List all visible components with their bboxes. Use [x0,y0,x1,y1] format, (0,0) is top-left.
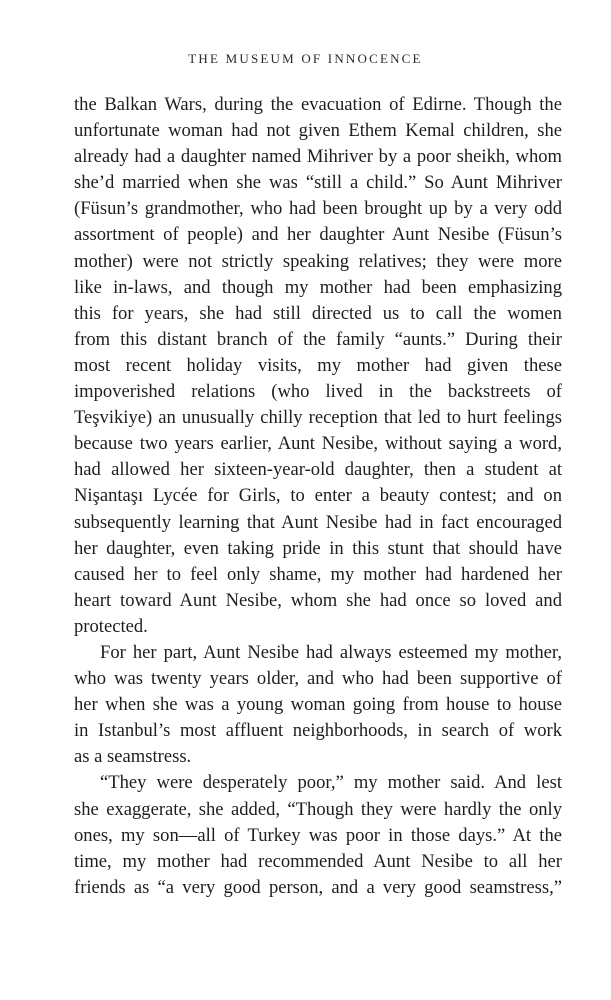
text-line: Nişantaşı Lycée for Girls, to enter a beauty contest; and on [74,485,562,507]
text-line: protected. [74,615,148,637]
text-line: she exaggerate, she added, “Though they were hardly the only [74,798,562,820]
text-line: her when she was a young woman going from house to house [74,694,562,716]
text-line: For her part, Aunt Nesibe had always esteemed my mother, [100,641,562,663]
text-line: most recent holiday visits, my mother had given these [74,354,562,376]
text-line: because two years earlier, Aunt Nesibe, without saying a word, [74,433,563,455]
running-head: THE MUSEUM OF INNOCENCE [188,51,423,66]
text-line: unfortunate woman had not given Ethem Kemal children, she [74,120,562,142]
text-line: as a seamstress. [74,746,192,768]
text-line: assortment of people) and her daughter Aunt Nesibe (Füsun’s [74,224,562,246]
text-line: this for years, she had still directed us to call the women [74,302,562,324]
text-line: (Füsun’s grandmother, who had been brought up by a very odd [74,198,562,220]
text-line: she’d married when she was “still a child.” So Aunt Mihriver [74,172,562,194]
text-line: already had a daughter named Mihriver by a poor sheikh, whom [74,146,562,168]
text-line: in Istanbul’s most affluent neighborhoods, in search of work [74,720,562,742]
text-line: “They were desperately poor,” my mother said. And lest [100,772,563,794]
text-line: mother) were not strictly speaking relatives; they were more [74,250,562,272]
text-line: like in-laws, and though my mother had been emphasizing [74,276,562,298]
text-line: time, my mother had recommended Aunt Nesibe to all her [74,850,562,872]
text-line: subsequently learning that Aunt Nesibe had in fact encouraged [74,511,562,533]
body-text [74,92,562,901]
text-line: impoverished relations (who lived in the backstreets of [74,381,562,403]
text-line: caused her to feel only shame, my mother had hardened her [74,563,562,585]
text-line: Teşvikiye) an unusually chilly reception that led to hurt feelings [74,407,562,429]
text-line: friends as “a very good person, and a very good seamstress,” [74,876,562,898]
text-line: had allowed her sixteen-year-old daughter, then a student at [74,459,562,481]
text-line: who was twenty years older, and who had been supportive of [74,668,562,690]
text-line: ones, my son—all of Turkey was poor in those days.” At the [74,824,562,846]
text-line: from this distant branch of the family “aunts.” During their [74,328,562,350]
text-line: her daughter, even taking pride in this stunt that should have [74,537,562,559]
text-line: the Balkan Wars, during the evacuation of Edirne. Though the [74,94,562,115]
text-line: heart toward Aunt Nesibe, whom she had once so loved and [74,589,562,611]
